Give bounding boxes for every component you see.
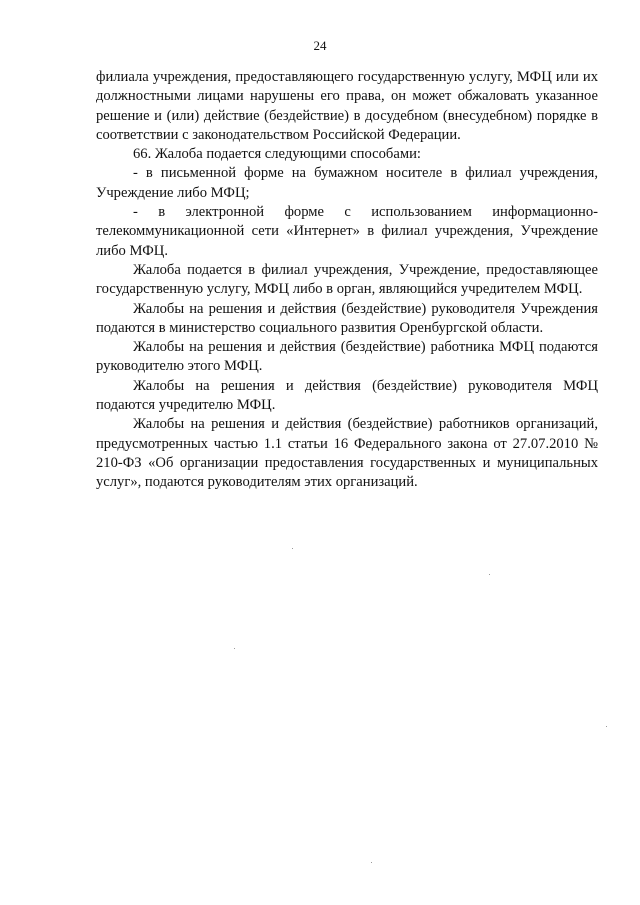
document-body bbox=[96, 68, 598, 493]
paragraph-complaint-intro: филиала учреждения, предоставляющего государственную услугу, МФЦ или их должностными лицами нарушены его права, он может обжаловать указанное решение и (или) действие (бездействие) в досудебном (внесудебном) порядке в соответствии с законодательством Российской Федерации. bbox=[96, 69, 598, 143]
paragraph-where-filed: Жалоба подается в филиал учреждения, Учреждение, предоставляющее государственную услугу, МФЦ либо в орган, являющийся учредителем МФЦ. bbox=[96, 261, 598, 298]
paragraph-66-methods: 66. Жалоба подается следующими способами: bbox=[133, 146, 421, 163]
paragraph-mfc-employee: Жалобы на решения и действия (бездействие) работника МФЦ подаются руководителю этого МФЦ. bbox=[96, 339, 598, 375]
paragraph-head-of-institution: Жалобы на решения и действия (бездействие) руководителя Учреждения подаются в министерство социального развития Оренбургской области. bbox=[96, 300, 598, 336]
scan-speck bbox=[371, 862, 372, 863]
paragraph-mfc-head: Жалобы на решения и действия (бездействие) руководителя МФЦ подаются учредителю МФЦ. bbox=[96, 377, 598, 414]
paragraph-organizations: Жалобы на решения и действия (бездействие) работников организаций, предусмотренных частью 1.1 статьи 16 Федерального закона от 27.07.2010 № 210-ФЗ «Об организации предоставления государственных и муниципальных услуг», подаются руководителям этих организаций. bbox=[96, 416, 598, 491]
scan-speck bbox=[292, 548, 293, 549]
list-item-written-form: - в письменной форме на бумажном носителе в филиал учреждения, Учреждение либо МФЦ; bbox=[96, 165, 598, 201]
list-item-electronic-form: - в электронной форме с использованием информационно-телекоммуникационной сети «Интернет» в филиал учреждения, Учреждение либо МФЦ. bbox=[96, 204, 598, 259]
scan-speck bbox=[606, 726, 607, 727]
scan-speck bbox=[489, 574, 490, 575]
page-number: 24 bbox=[313, 38, 327, 53]
scan-speck bbox=[234, 648, 235, 649]
